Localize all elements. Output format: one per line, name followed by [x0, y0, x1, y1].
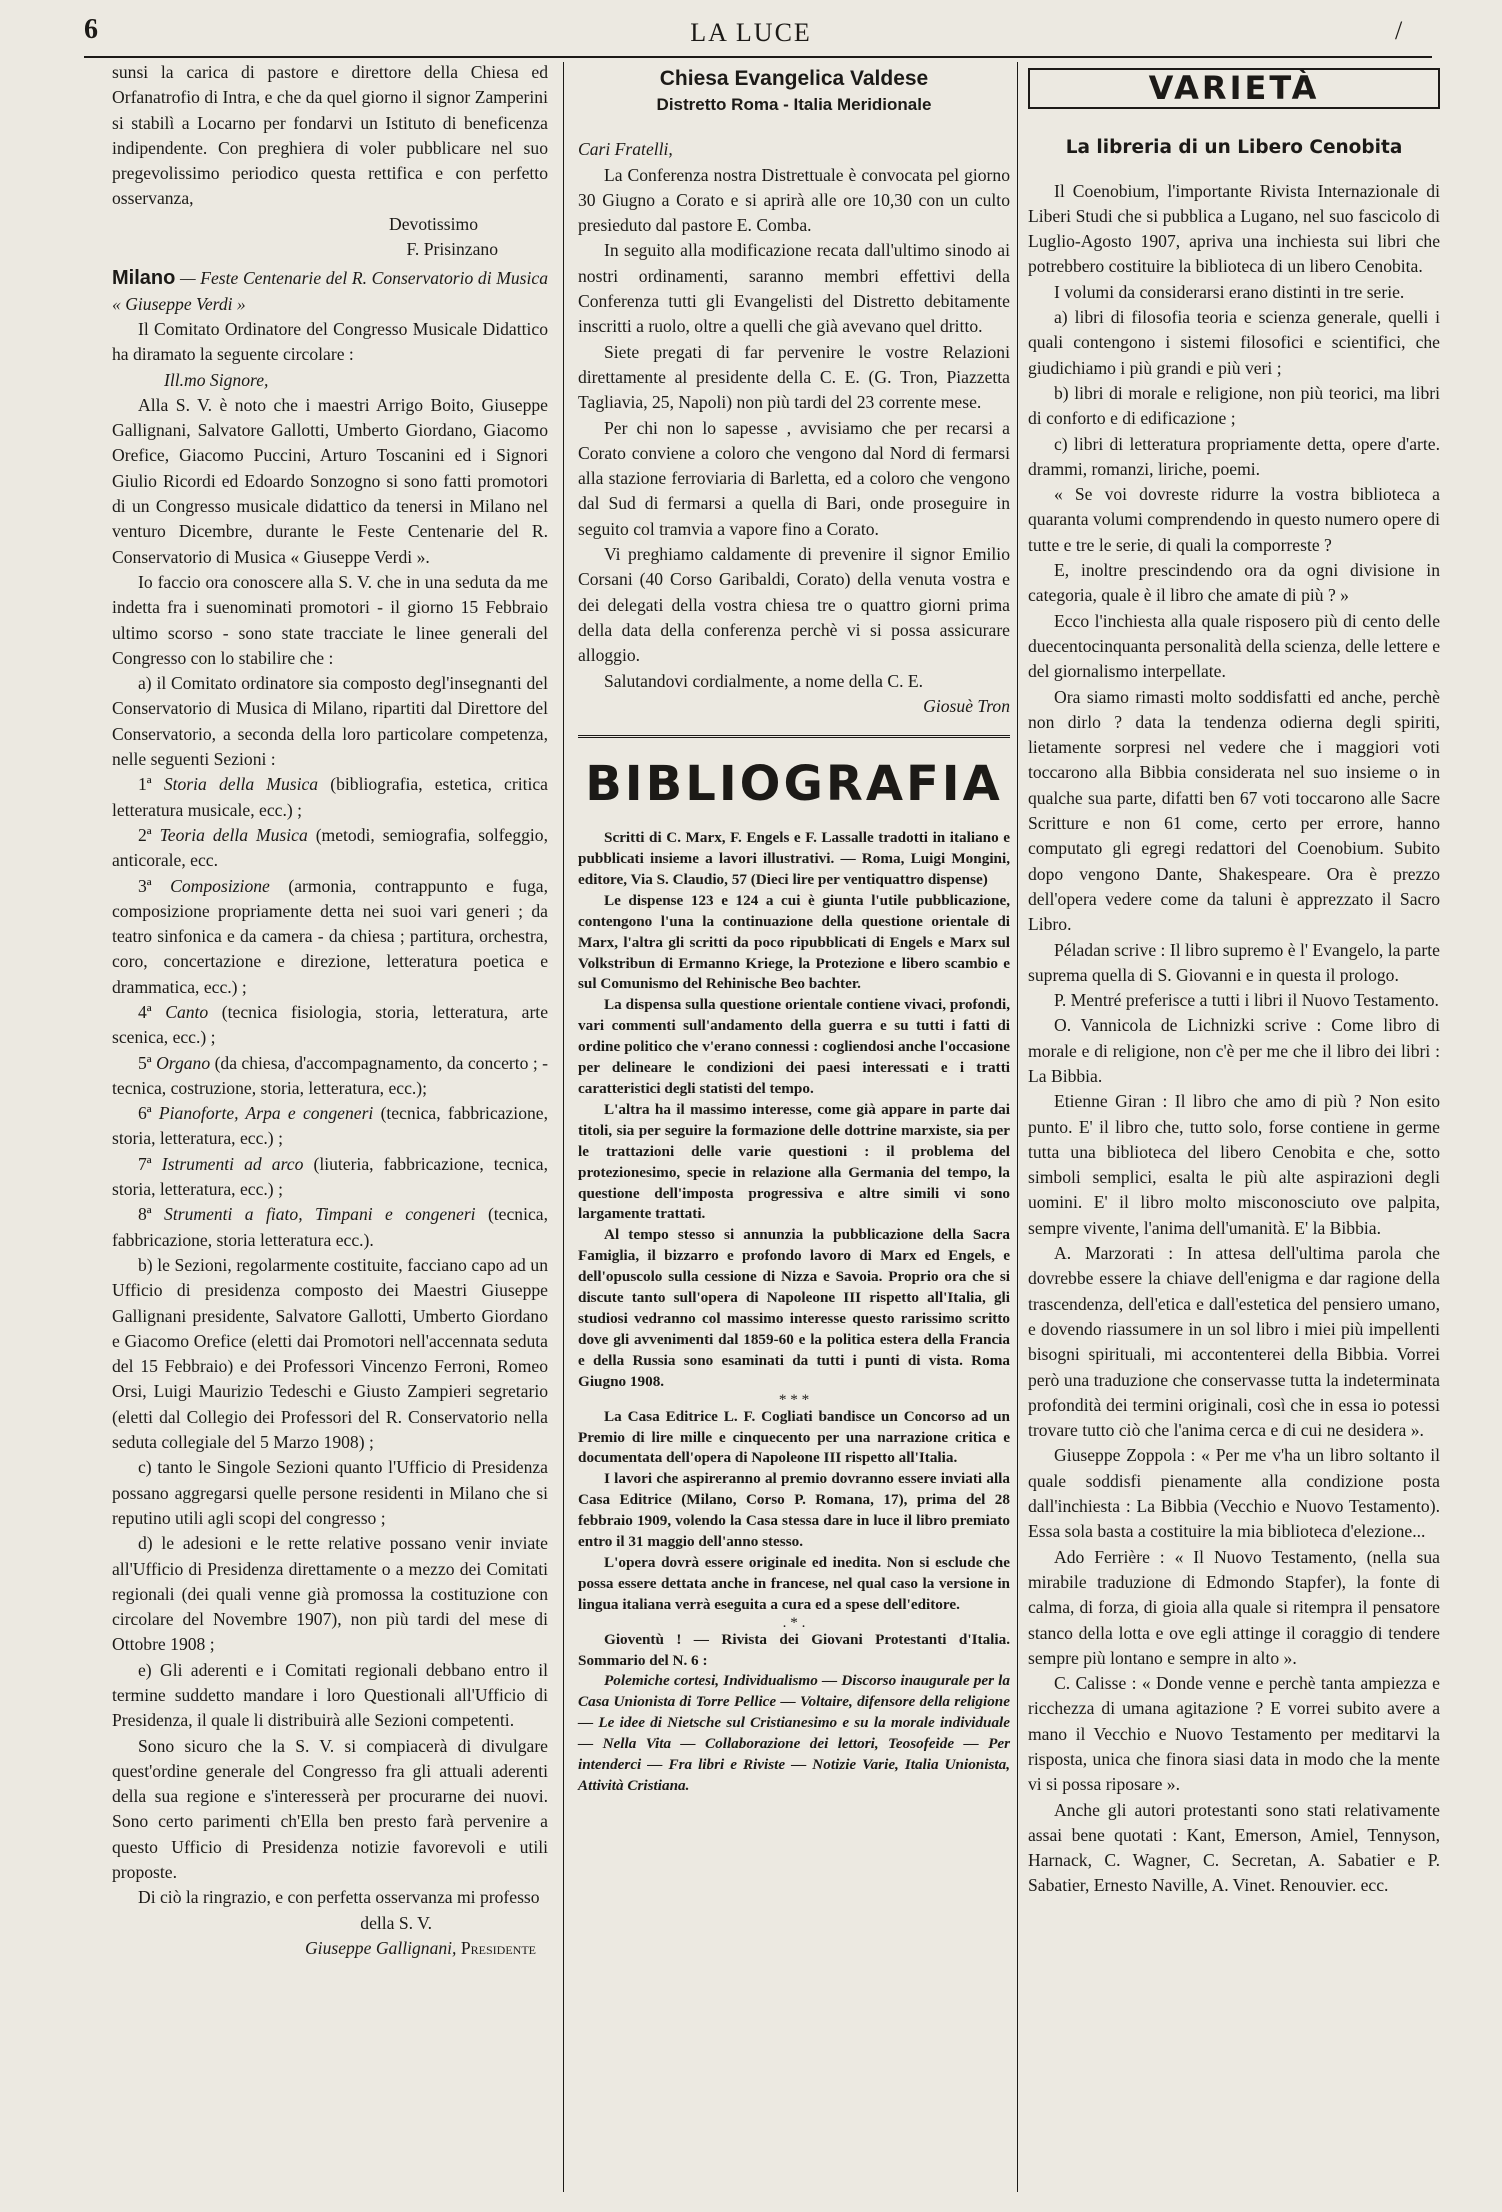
paragraph: c) tanto le Singole Sezioni quanto l'Ufficio di Presidenza possano aggregarsi quelle persone residenti in Milano che si reputino utili agli scopi del congresso ;	[112, 1457, 548, 1528]
article-lead	[112, 266, 548, 317]
paragraph: Per chi non lo sapesse , avvisiamo che per recarsi a Corato conviene a coloro che vengono dal Nord di fermarsi alla stazione ferroviaria di Barletta, ed a coloro che vengono dal Sud di fermarsi a quella di Bari, onde proseguire in seguito col tramvia a vapore fino a Corato.	[578, 417, 1010, 539]
margin-mark: /	[1395, 16, 1403, 45]
paragraph: Giuseppe Zoppola : « Per me v'ha un libro soltanto il quale soddisfi pienamente alla condizione posta dall'inchiesta : La Bibbia (Vecchio e Nuovo Testamento). Essa sola basta a costituire la mia biblioteca d'elezione...	[1028, 1445, 1440, 1542]
paragraph: I volumi da considerarsi erano distinti in tre serie.	[1054, 281, 1405, 302]
paragraph: Il Coenobium, l'importante Rivista Internazionale di Liberi Studi che si pubblica a Lugano, nel suo fascicolo di Luglio-Agosto 1907, apriva una inchiesta sui libri che potrebbero costituire la biblioteca di un libero Cenobita.	[1028, 180, 1440, 277]
column-divider-left	[563, 62, 564, 2192]
salutation: Ill.mo Signore,	[164, 369, 269, 390]
list-item: 2ª Teoria della Musica (metodi, semiografia, solfeggio, anticorale, ecc.	[112, 824, 548, 871]
paragraph: b) le Sezioni, regolarmente costituite, facciano capo ad un Ufficio di presidenza composto dei Maestri Giuseppe Gallignani presidente, Salvatore Gallotti, Umberto Giordano e Giacomo Orefice (eletti dai Promotori nell'accennata seduta del 15 Febbraio) e dei Professori Vincenzo Ferroni, Romeo Orsi, Luigi Maurizio Tedeschi e Giusto Zampieri segretario (eletti dal Collegio dei Professori del R. Conservatorio nella seduta collegiale del 5 Marzo 1908) ;	[112, 1254, 548, 1453]
column-3	[1028, 60, 1440, 1899]
paragraph: c) libri di letteratura propriamente detta, opere d'arte. drammi, romanzi, liriche, poemi.	[1028, 433, 1440, 479]
list-item: 5ª Organo (da chiesa, d'accompagnamento, da concerto ; - tecnica, costruzione, storia, letteratura, ecc.);	[112, 1052, 548, 1098]
paragraph: Di ciò la ringrazio, e con perfetta osservanza mi professo	[138, 1887, 540, 1908]
paragraph: P. Mentré preferisce a tutti i libri il Nuovo Testamento.	[1054, 990, 1439, 1011]
bibliografia-body	[578, 828, 1010, 1797]
paragraph: Io faccio ora conoscere alla S. V. che in una seduta da me indetta fra i suenominati promotori - il giorno 15 Febbraio ultimo scorso - sono state tracciate le linee generali del Congresso con lo stabilire che :	[112, 571, 548, 668]
paragraph: Alla S. V. è noto che i maestri Arrigo Boito, Giuseppe Gallignani, Salvatore Gallotti, Umberto Giordano, Giacomo Orefice, Giacomo Puccini, Arturo Toscanini ed i Signori Giulio Ricordi ed Edoardo Sonzogno si sono fatti promotori di un Congresso musicale didattico da tenersi in Milano nel venturo Dicembre, durante le Feste Centenarie del R. Conservatorio di Musica « Giuseppe Verdi ».	[112, 394, 548, 567]
notice-title: Chiesa Evangelica Valdese	[659, 67, 929, 90]
paragraph: Il Comitato Ordinatore del Congresso Musicale Didattico ha diramato la seguente circolare :	[112, 318, 548, 365]
paragraph: I lavori che aspireranno al premio dovranno essere inviati alla Casa Editrice (Milano, Corso P. Romana, 17), prima del 28 febbraio 1909, volendo la Casa stessa dare in luce il libro premiato entro il 31 maggio dell'anno stesso.	[578, 1470, 1010, 1551]
paragraph: b) libri di morale e religione, non più teorici, ma libri di conforto e di edificazione ;	[1028, 382, 1440, 429]
paragraph: « Se voi dovreste ridurre la vostra biblioteca a quaranta volumi comprendendo in questo numero opere di tutte e tre le serie, di quali la comporreste ?	[1028, 484, 1440, 555]
paragraph: L'opera dovrà essere originale ed inedita. Non si esclude che possa essere dettata anche in francese, nel qual caso la versione in lingua italiana verrà eseguita a cura ed a spese dell'editore.	[578, 1553, 1010, 1613]
closing-text: Devotissimo	[389, 213, 478, 234]
list-item: 1ª Storia della Musica (bibliografia, estetica, critica letteratura musicale, ecc.) ;	[112, 774, 548, 820]
paragraph: In seguito alla modificazione recata dall'ultimo sinodo ai nostri ordinamenti, saranno membri effettivi della Conferenza tutti gli Evangelisti del Distretto debitamente inscritti a ruolo, oltre a quelli che già avevano quel dritto.	[578, 240, 1010, 337]
list-item: 6ª Pianoforte, Arpa e congeneri (tecnica, fabbricazione, storia, letteratura, ecc.) ;	[112, 1103, 548, 1149]
notice-subtitle: Distretto Roma - Italia Meridionale	[656, 95, 932, 114]
paragraph: a) libri di filosofia teoria e scienza generale, quelli i quali contengono i sistemi filosofici e scientifici, che giudichiamo i più grandi e più veri ;	[1028, 307, 1440, 378]
paragraph: Gioventù ! — Rivista dei Giovani Protestanti d'Italia. Sommario del N. 6 :	[578, 1630, 1010, 1669]
signature: F. Prisinzano	[406, 239, 498, 260]
paragraph: a) il Comitato ordinatore sia composto degl'insegnanti del Conservatorio di Musica di Milano, ripartiti dal Direttore del Conservatorio, a seconda della loro particolare competenza, nelle seguenti Sezioni :	[112, 673, 548, 770]
page-number: 6	[84, 14, 98, 45]
paragraph: La dispensa sulla questione orientale contiene vivaci, profondi, vari commenti sull'andamento della guerra e su tutti i fatti di ordine politico che v'erano connessi : cogliendosi anche l'occasione per delineare le condizioni dei paesi interessati e i tratti caratteristici degli statisti del tempo.	[578, 996, 1010, 1097]
column-2	[578, 60, 1010, 1797]
list-item: 4ª Canto (tecnica fisiologia, storia, letteratura, arte scenica, ecc.) ;	[112, 1001, 548, 1048]
paragraph: Ado Ferrière : « Il Nuovo Testamento, (nella sua mirabile traduzione di Edmondo Stapfer), la fonte di calma, di forza, di gioia alla quale si ritempra il pensatore stanco della lotta e ove egli attinge il coraggio di tendere sempre più lontano e sempre in alto ».	[1028, 1546, 1440, 1668]
paragraph: Vi preghiamo caldamente di prevenire il signor Emilio Corsani (40 Corso Garibaldi, Corato) della venuta vostra e dei delegati della vostra chiesa tre o quattro giorni prima della data della conferenza perchè vi si possa assicurare alloggio.	[578, 544, 1010, 666]
paragraph: d) le adesioni e le rette relative possano venir inviate all'Ufficio di Presidenza direttamente o a mezzo dei Comitati regionali (dei quali venne già promossa la costituzione con circolare del Novembre 1907), non più tardi del mese di Ottobre 1908 ;	[112, 1533, 548, 1655]
paragraph: sunsi la carica di pastore e direttore della Chiesa ed Orfanatrofio di Intra, e che da quel giorno il signor Zamperini si stabilì a Locarno per fondarvi un Istituto di beneficenza indipendente. Con preghiera di voler pubblicare nel suo pregevolissimo periodico questa rettifica e con perfetto osservanza,	[112, 62, 548, 209]
separator-stars: . * .	[782, 1613, 806, 1631]
paragraph: Scritti di C. Marx, F. Engels e F. Lassalle tradotti in italiano e pubblicati insieme a lavori illustrativi. — Roma, Luigi Mongini, editore, Via S. Claudio, 57 (Dieci lire per ventiquattro dispense)	[578, 829, 1010, 888]
paragraph: Péladan scrive : Il libro supremo è l' Evangelo, la parte suprema quella di S. Giovanni e in questa il prologo.	[1028, 939, 1440, 985]
sections-list	[112, 772, 548, 1253]
paragraph: O. Vannicola de Lichnizki scrive : Come libro di morale e di religione, non c'è per me che il libro dei libri : La Bibbia.	[1028, 1015, 1440, 1086]
paragraph: C. Calisse : « Donde venne e perchè tanta ampiezza e ricchezza di umana agitazione ? E vorrei subito avere a mano il Vecchio e Nuovo Testamento per meditarvi la risposta, unica che finora siasi data in modo che la mente vi si possa riposare ».	[1028, 1673, 1440, 1795]
header-rule	[84, 56, 1432, 58]
paragraph: Polemiche cortesi, Individualismo — Discorso inaugurale per la Casa Unionista di Torre Pellice — Voltaire, difensore della religione — Le idee di Nietsche sul Cristianesimo e su la morale individuale — Nella Vita — Collaborazione dei lettori, Teosofeide — Per intenderci — Fra libri e Riviste — Notizie Varie, Italia Unionista, Attività Cristiana.	[578, 1672, 1010, 1794]
paragraph: e) Gli aderenti e i Comitati regionali debbano entro il termine suddetto mandare i loro Questionali all'Ufficio di Presidenza, il quale li distribuirà alle Sezioni competenti.	[112, 1659, 548, 1731]
signature: Giuseppe Gallignani, Presidente	[304, 1937, 536, 1958]
paragraph: La Casa Editrice L. F. Cogliati bandisce un Concorso ad un Premio di lire mille e cinquecento per una narrazione critica e documentata dell'opera di Napoleone III rispetto all'Italia.	[578, 1407, 1010, 1467]
paragraph: Ora siamo rimasti molto soddisfatti ed anche, perchè non dirlo ? data la tendenza odierna degli spiriti, lietamente sorpresi nel vedere che i maggiori voti toccarono alla Bibbia considerata nel suo insieme o in qualche sua parte, difatti ben 67 voti toccarono alle Sacre Scritture e non 61 come, certo per errore, hanno computato gli egregi redattori del Coenobium. Subito dopo vengono Dante, Shakespeare. Ora è prezzo dell'opera vedere come da taluni è apprezzato il Sacro Libro.	[1028, 686, 1440, 935]
paragraph: Anche gli autori protestanti sono stati relativamente assai bene quotati : Kant, Emerson, Amiel, Tennyson, Harnack, C. Wagner, C. Secretan, A. Sabatier e P. Sabatier, Ernesto Naville, A. Vinet. Renouvier. ecc.	[1028, 1799, 1440, 1896]
paragraph: L'altra ha il massimo interesse, come già appare in parte dai titoli, sia per seguire la formazione delle dottrine marxiste, sia per le trattazioni delle varie questioni : il problema del protezionesimo, specie in relazione alla Germania del tempo, la questione dell'imposta progressiva e altre simili vi sono largamente trattati.	[578, 1100, 1010, 1223]
article-title: La libreria di un Libero Cenobita	[1065, 137, 1403, 159]
closing-text: della S. V.	[360, 1912, 432, 1933]
bibliografia-section	[578, 735, 1010, 1797]
signature: Giosuè Tron	[923, 695, 1010, 716]
list-item: 3ª Composizione (armonia, contrappunto e fuga, composizione propriamente detta nei suoi vari generi ; da teatro sinfonica e da camera - da chiesa ; partitura, orchestra, coro, concertazione e direzione, letteratura poetica e drammatica, ecc.) ;	[112, 875, 548, 997]
paragraph: Le dispense 123 e 124 a cui è giunta l'utile pubblicazione, contengono l'una la continuazione della questione orientale di Marx, l'altra gli scritti da poco ripubblicati di Engels e Marx sul Volkstribun di Ermanno Kriege, la Protezione e libero scambio e sul Comunismo del Rehinische Beo bachter.	[578, 891, 1010, 993]
paragraph: A. Marzorati : In attesa dell'ultima parola che dovrebbe essere la chiave dell'enigma e dar ragione della trascendenza, dell'etica e dall'estetica del pensiero umano, e dovendo riassumere in un sol libro i miei più impellenti bisogni spirituali, mi accontenterei della Bibbia. Vorrei però una traduzione che conservasse tutta la indeterminata profondità dei termini originali, così che in essa io potessi trovare tutto ciò che l'anima cerca e di cui ne desidera ».	[1028, 1243, 1440, 1441]
list-item: 7ª Istrumenti ad arco (liuteria, fabbricazione, tecnica, storia, letteratura, ecc.) ;	[112, 1153, 549, 1200]
paragraph: Siete pregati di far pervenire le vostre Relazioni direttamente al presidente della C. E. (G. Tron, Piazzetta Tagliavia, 25, Napoli) non più tardi del 23 corrente mese.	[578, 341, 1010, 413]
paragraph: Al tempo stesso si annunzia la pubblicazione della Sacra Famiglia, il bizzarro e profondo lavoro di Marx ed Engels, e dell'opuscolo sulla cessione di Nizza e Savoia. Proprio ora che si discute tanto sull'opera di Napoleone III rispetto all'Italia, gli studiosi vedranno col massimo interesse questo rarissimo scritto dove gli avvenimenti dal 1859-60 e la politica estera della Francia e della Russia sono esaminati da tutti i punti di vista. Roma Giugno 1908.	[578, 1226, 1010, 1390]
paragraph: La Conferenza nostra Distrettuale è convocata pel giorno 30 Giugno a Corato e si aprirà alle ore 10,30 con un culto presieduto dal pastore E. Comba.	[578, 164, 1010, 236]
column-divider-right	[1017, 62, 1018, 2192]
separator-stars: * * *	[778, 1390, 810, 1408]
article-title: — Feste Centenarie del R. Conservatorio di Musica « Giuseppe Verdi »	[112, 268, 548, 314]
paragraph: Sono sicuro che la S. V. si compiacerà di divulgare quest'ordine generale del Congresso fra gli attuali aderenti della sua regione e s'interesserà per procurarne dei nuovi. Sono certo parimenti ch'Ella ben presto farà pervenire a questo Ufficio di Presidenza notizie favorevoli e utili proposte.	[112, 1735, 548, 1883]
paragraph: Salutandovi cordialmente, a nome della C. E.	[604, 670, 924, 691]
paragraph: Etienne Giran : Il libro che amo di più ? Non esito punto. E' il libro che, tutto solo, forse contiene in germe tutta una biblioteca del libero Cenobita e che, sotto simboli semplici, esalta le più alte aspirazioni degli uomini. E' il libro molto misconosciuto ove palpita, sempre vivente, l'anima dell'umanità. E' la Bibbia.	[1028, 1091, 1440, 1238]
paragraph: E, inoltre prescindendo ora da ogni divisione in categoria, quale è il libro che amate di più ? »	[1028, 560, 1440, 606]
dateline-place: Milano	[112, 267, 176, 290]
section-heading: VARIETÀ	[1028, 68, 1440, 109]
list-item: 8ª Strumenti a fiato, Timpani e congeneri (tecnica, fabbricazione, storia letteratura ecc.).	[112, 1204, 549, 1250]
section-heading: BIBLIOGRAFIA	[585, 756, 1003, 813]
column-1	[112, 60, 548, 1961]
salutation: Cari Fratelli,	[578, 139, 673, 160]
masthead-title: LA LUCE	[690, 18, 812, 47]
paragraph: Ecco l'inchiesta alla quale risposero più di cento delle duecentocinquanta personalità della scienza, delle lettere e del giornalismo interpellate.	[1028, 610, 1440, 682]
